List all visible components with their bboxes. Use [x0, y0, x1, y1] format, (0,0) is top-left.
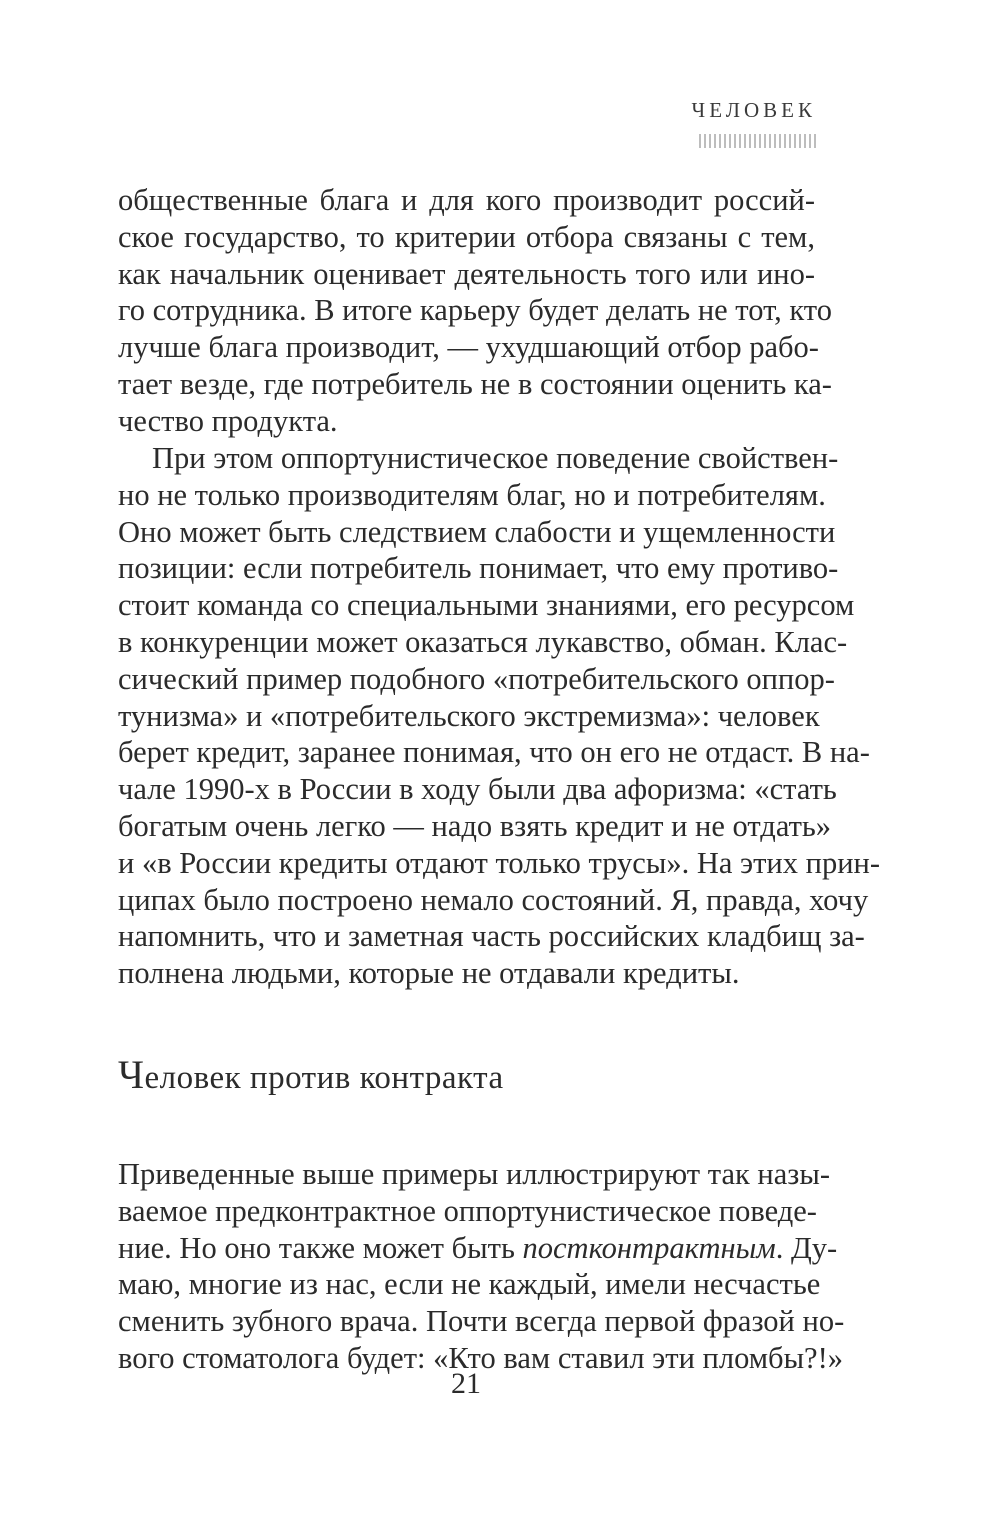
text-line: стоит команда со специальными знаниями, его ресурсом [118, 588, 855, 623]
text-line: тунизма» и «потребительского экстремизма»: человек [118, 698, 820, 733]
heading-rest: еловек против контракта [144, 1060, 504, 1096]
text-line: При этом оппортунистическое поведение свойствен- [152, 441, 839, 475]
running-header: ЧЕЛОВЕК [691, 98, 816, 122]
text-line: го сотрудника. В итоге карьеру будет делать не тот, кто [118, 293, 832, 328]
text-line: чество продукта. [118, 403, 338, 438]
text-line-mixed [118, 1230, 838, 1267]
paragraph-2 [118, 440, 880, 992]
text-line: ципах было построено немало состояний. Я, правда, хочу [118, 882, 869, 917]
text-line: в конкуренции может оказаться лукавство, обман. Клас- [118, 624, 848, 659]
text-line: и «в России кредиты отдают только трусы». На этих прин- [118, 845, 880, 880]
text-line: напомнить, что и заметная часть российских кладбищ за- [118, 919, 865, 954]
text-line: как начальник оценивает деятельность того или ино- [118, 256, 815, 291]
heading-initial: Ч [118, 1052, 145, 1097]
text-line: общественные блага и для кого производит россий- [118, 183, 815, 217]
page-number [0, 1367, 1000, 1401]
text-line: ское государство, то критерии отбора связаны с тем, [118, 219, 815, 254]
text-line: берет кредит, заранее понимая, что он его не отдаст. В на- [118, 735, 870, 770]
paragraph-1 [118, 182, 832, 440]
text-line: маю, многие из нас, если не каждый, имели несчастье [118, 1267, 821, 1302]
text-run: ние. Но оно также может быть [118, 1230, 523, 1265]
text-line: позиции: если потребитель понимает, что ему противо- [118, 551, 839, 586]
text-line: Приведенные выше примеры иллюстрируют так назы- [118, 1157, 830, 1191]
text-run: . Ду- [775, 1230, 838, 1265]
header-decoration [699, 134, 816, 148]
text-line: ваемое предконтрактное оппортунистическое поведе- [118, 1193, 817, 1228]
page-number-text: 21 [451, 1367, 481, 1400]
text-line: богатым очень легко — надо взять кредит и не отдать» [118, 808, 832, 843]
text-line: сический пример подобного «потребительского оппор- [118, 661, 835, 696]
text-line: Оно может быть следствием слабости и ущемленности [118, 514, 836, 549]
text-line: сменить зубного врача. Почти всегда первой фразой но- [118, 1304, 845, 1339]
section-heading [118, 1051, 504, 1098]
text-line: вого стоматолога будет: «Кто вам ставил эти пломбы?!» [118, 1340, 844, 1375]
text-line: тает везде, где потребитель не в состоянии оценить ка- [118, 366, 832, 401]
text-line: чале 1990-х в России в ходу были два афоризма: «стать [118, 772, 837, 807]
text-line: полнена людьми, которые не отдавали кредиты. [118, 956, 740, 991]
paragraph-3 [118, 1156, 845, 1377]
text-line: лучше блага производит, — ухудшающий отбор рабо- [118, 330, 819, 365]
text-line: но не только производителям благ, но и потребителям. [118, 477, 826, 512]
italic-term: постконтрактным [522, 1230, 776, 1265]
